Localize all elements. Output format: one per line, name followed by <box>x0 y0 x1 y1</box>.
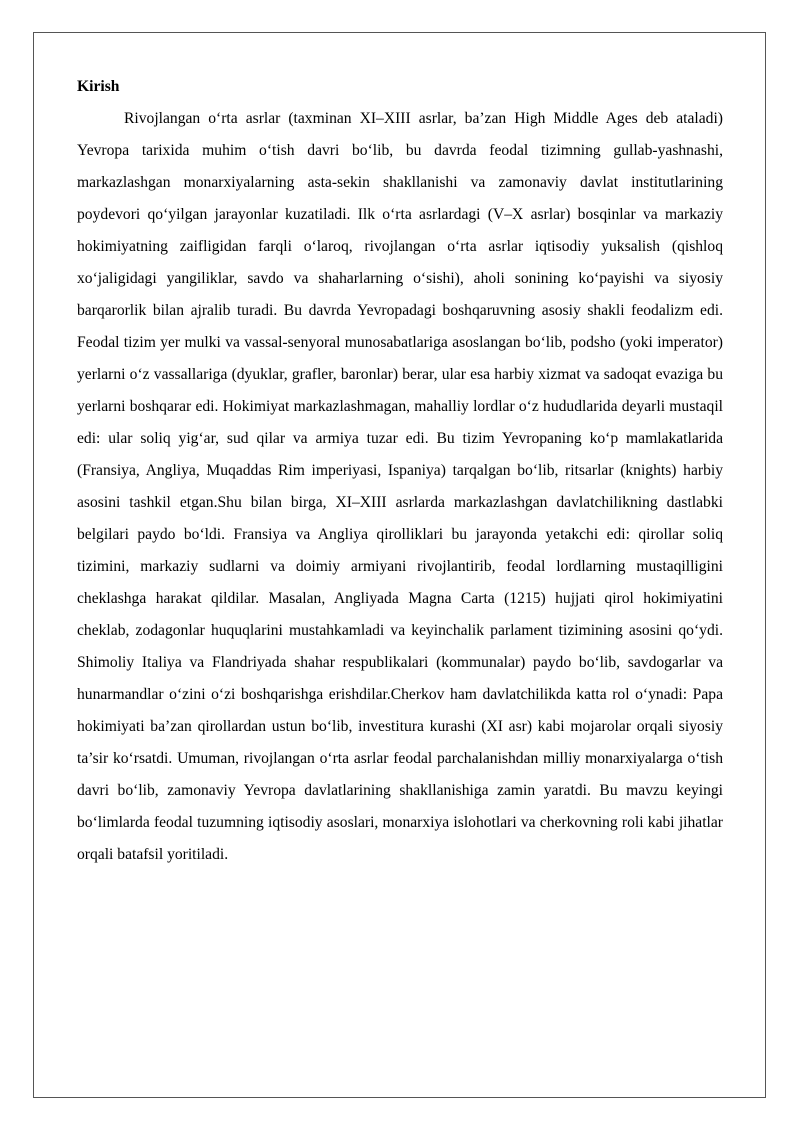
document-body <box>77 71 723 871</box>
body-paragraph: Rivojlangan o‘rta asrlar (taxminan XI–XIII asrlar, ba’zan High Middle Ages deb ataladi) Yevropa tarixida muhim o‘tish davri bo‘lib, bu davrda feodal tizimning gullab-yashnashi, markazlashgan monarxiyalarning asta-sekin shakllanishi va zamonaviy davlat institutlarining poydevori qo‘yilgan jarayonlar kuzatiladi. Ilk o‘rta asrlardagi (V–X asrlar) bosqinlar va markaziy hokimiyatning zaifligidan farqli o‘laroq, rivojlangan o‘rta asrlar iqtisodiy yuksalish (qishloq xo‘jaligidagi yangiliklar, savdo va shaharlarning o‘sishi), aholi sonining ko‘payishi va siyosiy barqarorlik bilan ajralib turadi. Bu davrda Yevropadagi boshqaruvning asosiy shakli feodalizm edi. Feodal tizim yer mulki va vassal-senyoral munosabatlariga asoslangan bo‘lib, podsho (yoki imperator) yerlarni o‘z vassallariga (dyuklar, grafler, baronlar) berar, ular esa harbiy xizmat va sadoqat evaziga bu yerlarni boshqarar edi. Hokimiyat markazlashmagan, mahalliy lordlar o‘z hududlarida deyarli mustaqil edi: ular soliq yig‘ar, sud qilar va armiya tuzar edi. Bu tizim Yevropaning ko‘p mamlakatlarida (Fransiya, Angliya, Muqaddas Rim imperiyasi, Ispaniya) tarqalgan bo‘lib, ritsarlar (knights) harbiy asosini tashkil etgan.Shu bilan birga, XI–XIII asrlarda markazlashgan davlatchilikning dastlabki belgilari paydo bo‘ldi. Fransiya va Angliya qirolliklari bu jarayonda yetakchi edi: qirollar soliq tizimini, markaziy sudlarni va doimiy armiyani rivojlantirib, feodal lordlarning mustaqilligini cheklashga harakat qildilar. Masalan, Angliyada Magna Carta (1215) hujjati qirol hokimiyatini cheklab, zodagonlar huquqlarini mustahkamladi va keyinchalik parlament tizimining asosini qo‘ydi. Shimoliy Italiya va Flandriyada shahar respublikalari (kommunalar) paydo bo‘lib, savdogarlar va hunarmandlar o‘zini o‘zi boshqarishga erishdilar.Cherkov ham davlatchilikda katta rol o‘ynadi: Papa hokimiyati ba’zan qirollardan ustun bo‘lib, investitura kurashi (XI asr) kabi mojarolar orqali siyosiy ta’sir ko‘rsatdi. Umuman, rivojlangan o‘rta asrlar feodal parchalanishdan milliy monarxiyalarga o‘tish davri bo‘lib, zamonaviy Yevropa davlatlarining shakllanishiga zamin yaratdi. Bu mavzu keyingi bo‘limlarda feodal tuzumning iqtisodiy asoslari, monarxiya islohotlari va cherkovning roli kabi jihatlar orqali batafsil yoritiladi. <box>77 110 723 863</box>
section-heading: Kirish <box>77 78 120 95</box>
